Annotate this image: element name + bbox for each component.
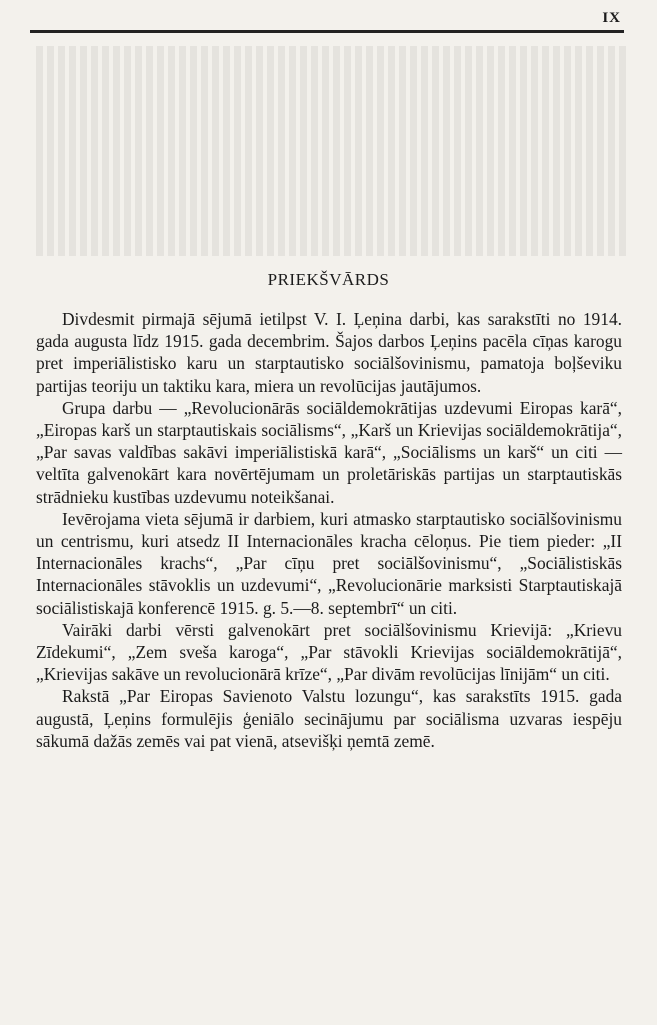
bleed-line xyxy=(36,235,626,256)
bleed-line xyxy=(36,214,626,235)
bleed-line xyxy=(36,193,626,214)
paragraph: Rakstā „Par Eiropas Savienoto Valstu lozungu“, kas sarakstīts 1915. gada augustā, Ļeņins formulējis ģeniālo secinājumu par sociālisma uzvaras iespēju sākumā dažās zemēs vai pat vienā, atsevišķi ņemtā zemē. xyxy=(36,686,622,751)
show-through-text xyxy=(36,46,626,256)
section-title: PRIEKŠVĀRDS xyxy=(267,270,390,289)
bleed-line xyxy=(36,151,626,172)
paragraph: Ievērojama vieta sējumā ir darbiem, kuri atmasko starptautisko sociālšovinismu un centrismu, kuri atsedz II Internacionāles kracha cēloņus. Pie tiem pieder: „II Internacionāles krachs“, „Par cīņu pret sociālšovinismu“, „Sociālistiskās Internacionāles stāvoklis un uzdevumi“, „Revolucionārie marksisti Starptautiskajā sociālistiskajā konferencē 1915. g. 5.—8. septembrī“ un citi. xyxy=(36,508,622,618)
body-text xyxy=(36,308,622,752)
paragraph: Vairāki darbi vērsti galvenokārt pret sociālšovinismu Krievijā: „Krievu Zīdekumi“, „Zem sveša karoga“, „Par stāvokli Krievijas sociāldemokrātijā“, „Krievijas sakāve un revolucionārā krīze“, „Par divām revolūcijas līnijām“ un citi. xyxy=(36,619,622,685)
header-rule xyxy=(30,30,624,33)
paragraph: Divdesmit pirmajā sējumā ietilpst V. I. Ļeņina darbi, kas sarakstīti no 1914. gada augusta līdz 1915. gada decembrim. Šajos darbos Ļeņins pacēla cīņas karogu pret imperiālistisko karu un starptautisko sociālšovinismu, pamatoja boļševiku partijas teoriju un taktiku kara, miera un revolūcijas jautājumos. xyxy=(36,309,622,396)
bleed-line xyxy=(36,130,626,151)
bleed-line xyxy=(36,88,626,109)
bleed-line xyxy=(36,67,626,88)
bleed-line xyxy=(36,172,626,193)
paragraph: Grupa darbu — „Revolucionārās sociāldemokrātijas uzdevumi Eiropas karā“, „Eiropas karš un starptautiskais sociālisms“, „Karš un Krievijas sociāldemokrātija“, „Par savas valdības sakāvi imperiālistiskā karā“, „Sociālisms un karš“ un citi — veltīta galvenokārt kara novērtējumam un proletāriskās partijas un starptautiskās strādnieku kustības uzdevumu noteikšanai. xyxy=(36,397,622,507)
bleed-line xyxy=(36,46,626,67)
page-number: IX xyxy=(602,10,621,26)
bleed-line xyxy=(36,109,626,130)
